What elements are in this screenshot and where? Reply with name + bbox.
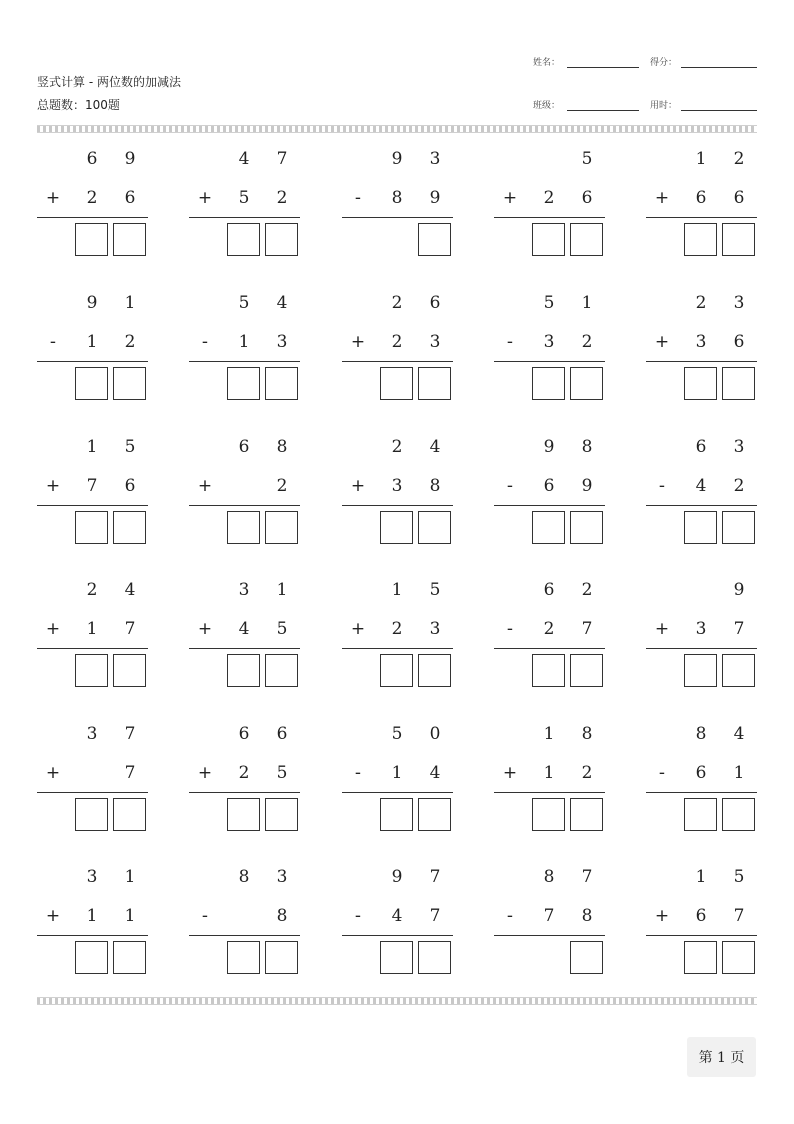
- plus-sign: +: [654, 619, 670, 639]
- answer-box-tens[interactable]: [684, 511, 717, 544]
- operand-top-tens-digit: 3: [86, 867, 98, 887]
- plus-sign: +: [45, 188, 61, 208]
- answer-box-ones[interactable]: [722, 511, 755, 544]
- operand-bottom-tens-digit: 1: [86, 332, 98, 352]
- answer-box-tens[interactable]: [684, 223, 717, 256]
- operand-bottom-tens-digit: 3: [695, 619, 707, 639]
- name-field[interactable]: [533, 55, 560, 68]
- problem-28: [342, 856, 454, 976]
- operand-top-tens-digit: 8: [543, 867, 555, 887]
- problem-24: [494, 713, 606, 833]
- answer-box-ones[interactable]: [722, 654, 755, 687]
- sum-line: [37, 361, 148, 362]
- answer-box-ones[interactable]: [265, 511, 298, 544]
- operand-top-ones-digit: 7: [429, 867, 441, 887]
- operand-top-tens-digit: 5: [238, 293, 250, 313]
- problem-22: [189, 713, 301, 833]
- operand-bottom-ones-digit: 7: [581, 619, 593, 639]
- problem-4: [494, 138, 606, 258]
- operand-bottom-tens-digit: 1: [86, 619, 98, 639]
- answer-box-tens[interactable]: [380, 511, 413, 544]
- answer-box-ones[interactable]: [570, 367, 603, 400]
- operand-top-ones-digit: 3: [276, 867, 288, 887]
- name-blank-line: [567, 67, 639, 68]
- problem-15: [646, 426, 758, 546]
- operand-top-ones-digit: 8: [276, 437, 288, 457]
- answer-box-tens[interactable]: [532, 654, 565, 687]
- sum-line: [342, 648, 453, 649]
- problem-23: [342, 713, 454, 833]
- score-field[interactable]: [650, 55, 677, 68]
- operand-top-tens-digit: 6: [695, 437, 707, 457]
- plus-sign: +: [502, 188, 518, 208]
- answer-box-tens[interactable]: [380, 798, 413, 831]
- operand-top-ones-digit: 2: [733, 149, 745, 169]
- operand-bottom-ones-digit: 6: [733, 188, 745, 208]
- time-field[interactable]: [650, 98, 677, 111]
- answer-box-tens[interactable]: [227, 223, 260, 256]
- answer-box-tens[interactable]: [227, 511, 260, 544]
- sum-line: [494, 361, 605, 362]
- operand-bottom-tens-digit: 5: [238, 188, 250, 208]
- class-blank-line: [567, 110, 639, 111]
- sum-line: [494, 648, 605, 649]
- operand-bottom-ones-digit: 9: [429, 188, 441, 208]
- plus-sign: +: [350, 332, 366, 352]
- problem-30: [646, 856, 758, 976]
- operand-bottom-tens-digit: 4: [391, 906, 403, 926]
- operand-top-ones-digit: 9: [124, 149, 136, 169]
- answer-box-tens[interactable]: [227, 367, 260, 400]
- answer-box-ones[interactable]: [722, 367, 755, 400]
- operand-top-ones-digit: 5: [733, 867, 745, 887]
- operand-bottom-tens-digit: 4: [238, 619, 250, 639]
- operand-bottom-tens-digit: 1: [86, 906, 98, 926]
- answer-box-ones[interactable]: [570, 798, 603, 831]
- sum-line: [342, 361, 453, 362]
- problem-6: [37, 282, 149, 402]
- answer-box-ones[interactable]: [418, 654, 451, 687]
- sum-line: [494, 217, 605, 218]
- problem-9: [494, 282, 606, 402]
- sum-line: [646, 505, 757, 506]
- problem-27: [189, 856, 301, 976]
- operand-bottom-tens-digit: 2: [238, 763, 250, 783]
- answer-box-tens[interactable]: [532, 223, 565, 256]
- answer-box-ones[interactable]: [418, 223, 451, 256]
- operand-top-tens-digit: 6: [86, 149, 98, 169]
- operand-top-ones-digit: 3: [733, 437, 745, 457]
- operand-top-ones-digit: 5: [429, 580, 441, 600]
- operand-top-ones-digit: 4: [276, 293, 288, 313]
- operand-bottom-tens-digit: 1: [543, 763, 555, 783]
- operand-bottom-tens-digit: 1: [238, 332, 250, 352]
- problem-10: [646, 282, 758, 402]
- problem-5: [646, 138, 758, 258]
- operand-top-tens-digit: 1: [695, 149, 707, 169]
- problem-26: [37, 856, 149, 976]
- operand-top-tens-digit: 2: [391, 437, 403, 457]
- operand-bottom-ones-digit: 6: [733, 332, 745, 352]
- operand-top-ones-digit: 7: [276, 149, 288, 169]
- operand-top-ones-digit: 1: [581, 293, 593, 313]
- operand-bottom-tens-digit: 2: [86, 188, 98, 208]
- plus-sign: +: [45, 619, 61, 639]
- minus-sign: -: [658, 476, 666, 496]
- answer-box-ones[interactable]: [113, 941, 146, 974]
- operand-top-tens-digit: 1: [391, 580, 403, 600]
- operand-top-ones-digit: 0: [429, 724, 441, 744]
- operand-top-tens-digit: 2: [391, 293, 403, 313]
- plus-sign: +: [45, 476, 61, 496]
- answer-box-ones[interactable]: [722, 798, 755, 831]
- answer-box-ones[interactable]: [113, 223, 146, 256]
- operand-top-ones-digit: 9: [733, 580, 745, 600]
- operand-top-tens-digit: 9: [391, 149, 403, 169]
- operand-top-ones-digit: 4: [124, 580, 136, 600]
- operand-bottom-tens-digit: 6: [695, 906, 707, 926]
- problem-25: [646, 713, 758, 833]
- problem-1: [37, 138, 149, 258]
- operand-bottom-ones-digit: 6: [124, 188, 136, 208]
- operand-bottom-ones-digit: 2: [733, 476, 745, 496]
- operand-top-ones-digit: 1: [124, 867, 136, 887]
- operand-top-tens-digit: 6: [238, 437, 250, 457]
- operand-top-tens-digit: 8: [695, 724, 707, 744]
- answer-box-tens[interactable]: [75, 223, 108, 256]
- operand-top-tens-digit: 6: [543, 580, 555, 600]
- operand-top-tens-digit: 2: [695, 293, 707, 313]
- operand-top-ones-digit: 3: [429, 149, 441, 169]
- operand-bottom-ones-digit: 8: [276, 906, 288, 926]
- answer-box-tens[interactable]: [380, 941, 413, 974]
- sum-line: [646, 648, 757, 649]
- answer-box-ones[interactable]: [570, 654, 603, 687]
- operand-top-tens-digit: 1: [543, 724, 555, 744]
- answer-box-ones[interactable]: [418, 798, 451, 831]
- operand-bottom-ones-digit: 2: [124, 332, 136, 352]
- total-count: 总题数：100题: [37, 98, 120, 112]
- sum-line: [37, 217, 148, 218]
- answer-box-tens[interactable]: [684, 941, 717, 974]
- operand-bottom-ones-digit: 3: [429, 332, 441, 352]
- answer-box-tens[interactable]: [532, 367, 565, 400]
- answer-box-ones[interactable]: [265, 654, 298, 687]
- minus-sign: -: [506, 619, 514, 639]
- minus-sign: -: [658, 763, 666, 783]
- answer-box-ones[interactable]: [570, 511, 603, 544]
- name-label: 姓名：: [533, 58, 561, 68]
- operand-bottom-ones-digit: 5: [276, 619, 288, 639]
- answer-box-ones[interactable]: [418, 511, 451, 544]
- operand-top-ones-digit: 1: [124, 293, 136, 313]
- operand-bottom-ones-digit: 6: [124, 476, 136, 496]
- answer-box-tens[interactable]: [227, 941, 260, 974]
- sum-line: [189, 217, 300, 218]
- problem-12: [189, 426, 301, 546]
- sum-line: [37, 648, 148, 649]
- operand-top-tens-digit: 9: [86, 293, 98, 313]
- answer-box-tens[interactable]: [532, 798, 565, 831]
- operand-bottom-tens-digit: 2: [391, 332, 403, 352]
- operand-top-ones-digit: 5: [124, 437, 136, 457]
- sum-line: [189, 361, 300, 362]
- operand-top-tens-digit: 5: [391, 724, 403, 744]
- operand-top-tens-digit: 6: [238, 724, 250, 744]
- operand-bottom-ones-digit: 2: [581, 763, 593, 783]
- operand-bottom-ones-digit: 7: [429, 906, 441, 926]
- sum-line: [646, 935, 757, 936]
- answer-box-tens[interactable]: [75, 511, 108, 544]
- operand-bottom-tens-digit: 2: [391, 619, 403, 639]
- problem-21: [37, 713, 149, 833]
- answer-box-tens[interactable]: [684, 367, 717, 400]
- operand-bottom-ones-digit: 5: [276, 763, 288, 783]
- sum-line: [494, 792, 605, 793]
- sum-line: [37, 935, 148, 936]
- operand-bottom-ones-digit: 7: [124, 619, 136, 639]
- operand-bottom-ones-digit: 7: [733, 619, 745, 639]
- plus-sign: +: [197, 763, 213, 783]
- answer-box-tens[interactable]: [227, 798, 260, 831]
- answer-box-ones[interactable]: [570, 941, 603, 974]
- operand-bottom-ones-digit: 3: [276, 332, 288, 352]
- answer-box-tens[interactable]: [75, 941, 108, 974]
- operand-bottom-ones-digit: 9: [581, 476, 593, 496]
- operand-bottom-tens-digit: 8: [391, 188, 403, 208]
- sum-line: [189, 648, 300, 649]
- operand-top-ones-digit: 7: [581, 867, 593, 887]
- operand-bottom-tens-digit: 7: [86, 476, 98, 496]
- answer-box-tens[interactable]: [380, 654, 413, 687]
- class-label: 班级：: [533, 101, 561, 111]
- sum-line: [37, 505, 148, 506]
- minus-sign: -: [506, 906, 514, 926]
- operand-bottom-ones-digit: 2: [276, 188, 288, 208]
- operand-top-tens-digit: 9: [391, 867, 403, 887]
- sum-line: [342, 935, 453, 936]
- answer-box-ones[interactable]: [722, 941, 755, 974]
- answer-box-tens[interactable]: [380, 367, 413, 400]
- plus-sign: +: [654, 188, 670, 208]
- operand-top-tens-digit: 1: [695, 867, 707, 887]
- sum-line: [189, 505, 300, 506]
- minus-sign: -: [354, 906, 362, 926]
- plus-sign: +: [197, 619, 213, 639]
- operand-bottom-tens-digit: 3: [543, 332, 555, 352]
- sum-line: [494, 505, 605, 506]
- operand-top-ones-digit: 8: [581, 724, 593, 744]
- operand-top-tens-digit: 8: [238, 867, 250, 887]
- operand-bottom-ones-digit: 8: [581, 906, 593, 926]
- plus-sign: +: [45, 763, 61, 783]
- operand-top-ones-digit: 6: [429, 293, 441, 313]
- sum-line: [189, 935, 300, 936]
- answer-box-ones[interactable]: [265, 941, 298, 974]
- operand-bottom-tens-digit: 3: [391, 476, 403, 496]
- minus-sign: -: [201, 332, 209, 352]
- operand-bottom-tens-digit: 3: [695, 332, 707, 352]
- plus-sign: +: [350, 619, 366, 639]
- operand-bottom-ones-digit: 1: [733, 763, 745, 783]
- problem-7: [189, 282, 301, 402]
- answer-box-ones[interactable]: [722, 223, 755, 256]
- minus-sign: -: [354, 763, 362, 783]
- problem-29: [494, 856, 606, 976]
- sum-line: [342, 792, 453, 793]
- problem-13: [342, 426, 454, 546]
- operand-bottom-tens-digit: 4: [695, 476, 707, 496]
- answer-box-ones[interactable]: [113, 367, 146, 400]
- answer-box-ones[interactable]: [113, 654, 146, 687]
- operand-bottom-tens-digit: 2: [543, 188, 555, 208]
- minus-sign: -: [49, 332, 57, 352]
- sum-line: [342, 217, 453, 218]
- operand-top-tens-digit: 1: [86, 437, 98, 457]
- problem-20: [646, 569, 758, 689]
- minus-sign: -: [506, 476, 514, 496]
- operand-top-ones-digit: 8: [581, 437, 593, 457]
- plus-sign: +: [502, 763, 518, 783]
- plus-sign: +: [350, 476, 366, 496]
- minus-sign: -: [506, 332, 514, 352]
- operand-bottom-tens-digit: 7: [543, 906, 555, 926]
- answer-box-ones[interactable]: [265, 798, 298, 831]
- decorative-border-top: [37, 125, 757, 133]
- answer-box-ones[interactable]: [418, 367, 451, 400]
- operand-top-ones-digit: 1: [276, 580, 288, 600]
- page-number: 第 1 页: [687, 1037, 756, 1077]
- problem-18: [342, 569, 454, 689]
- operand-top-ones-digit: 6: [276, 724, 288, 744]
- answer-box-tens[interactable]: [227, 654, 260, 687]
- sum-line: [646, 792, 757, 793]
- problem-8: [342, 282, 454, 402]
- operand-top-tens-digit: 9: [543, 437, 555, 457]
- answer-box-tens[interactable]: [684, 654, 717, 687]
- class-field[interactable]: [533, 98, 560, 111]
- operand-top-tens-digit: 3: [86, 724, 98, 744]
- answer-box-tens[interactable]: [532, 511, 565, 544]
- answer-box-tens[interactable]: [75, 798, 108, 831]
- problem-2: [189, 138, 301, 258]
- operand-bottom-ones-digit: 1: [124, 906, 136, 926]
- problem-14: [494, 426, 606, 546]
- answer-box-ones[interactable]: [113, 798, 146, 831]
- operand-top-ones-digit: 2: [581, 580, 593, 600]
- operand-top-tens-digit: 2: [86, 580, 98, 600]
- score-blank-line: [681, 67, 757, 68]
- worksheet-title: 竖式计算 - 两位数的加减法: [37, 75, 181, 89]
- problem-16: [37, 569, 149, 689]
- operand-bottom-tens-digit: 6: [695, 188, 707, 208]
- operand-bottom-tens-digit: 6: [695, 763, 707, 783]
- answer-box-tens[interactable]: [684, 798, 717, 831]
- operand-bottom-tens-digit: 6: [543, 476, 555, 496]
- operand-bottom-ones-digit: 2: [581, 332, 593, 352]
- operand-top-ones-digit: 4: [733, 724, 745, 744]
- sum-line: [494, 935, 605, 936]
- operand-bottom-ones-digit: 6: [581, 188, 593, 208]
- problem-11: [37, 426, 149, 546]
- minus-sign: -: [201, 906, 209, 926]
- operand-bottom-ones-digit: 8: [429, 476, 441, 496]
- operand-top-tens-digit: 3: [238, 580, 250, 600]
- operand-top-ones-digit: 7: [124, 724, 136, 744]
- operand-top-ones-digit: 3: [733, 293, 745, 313]
- operand-bottom-ones-digit: 7: [733, 906, 745, 926]
- time-blank-line: [681, 110, 757, 111]
- answer-box-tens[interactable]: [75, 654, 108, 687]
- operand-top-ones-digit: 5: [581, 149, 593, 169]
- sum-line: [37, 792, 148, 793]
- score-label: 得分：: [650, 58, 678, 68]
- plus-sign: +: [654, 906, 670, 926]
- operand-bottom-ones-digit: 2: [276, 476, 288, 496]
- operand-bottom-ones-digit: 7: [124, 763, 136, 783]
- problem-19: [494, 569, 606, 689]
- operand-bottom-ones-digit: 3: [429, 619, 441, 639]
- sum-line: [189, 792, 300, 793]
- sum-line: [646, 361, 757, 362]
- plus-sign: +: [197, 476, 213, 496]
- operand-bottom-tens-digit: 2: [543, 619, 555, 639]
- sum-line: [342, 505, 453, 506]
- answer-box-ones[interactable]: [113, 511, 146, 544]
- answer-box-tens[interactable]: [75, 367, 108, 400]
- operand-top-ones-digit: 4: [429, 437, 441, 457]
- decorative-border-bottom: [37, 997, 757, 1005]
- answer-box-ones[interactable]: [265, 223, 298, 256]
- answer-box-ones[interactable]: [570, 223, 603, 256]
- problem-17: [189, 569, 301, 689]
- answer-box-ones[interactable]: [265, 367, 298, 400]
- time-label: 用时：: [650, 101, 678, 111]
- operand-top-tens-digit: 4: [238, 149, 250, 169]
- minus-sign: -: [354, 188, 362, 208]
- plus-sign: +: [654, 332, 670, 352]
- plus-sign: +: [45, 906, 61, 926]
- sum-line: [646, 217, 757, 218]
- operand-bottom-tens-digit: 1: [391, 763, 403, 783]
- problem-3: [342, 138, 454, 258]
- plus-sign: +: [197, 188, 213, 208]
- operand-top-tens-digit: 5: [543, 293, 555, 313]
- operand-bottom-ones-digit: 4: [429, 763, 441, 783]
- answer-box-ones[interactable]: [418, 941, 451, 974]
